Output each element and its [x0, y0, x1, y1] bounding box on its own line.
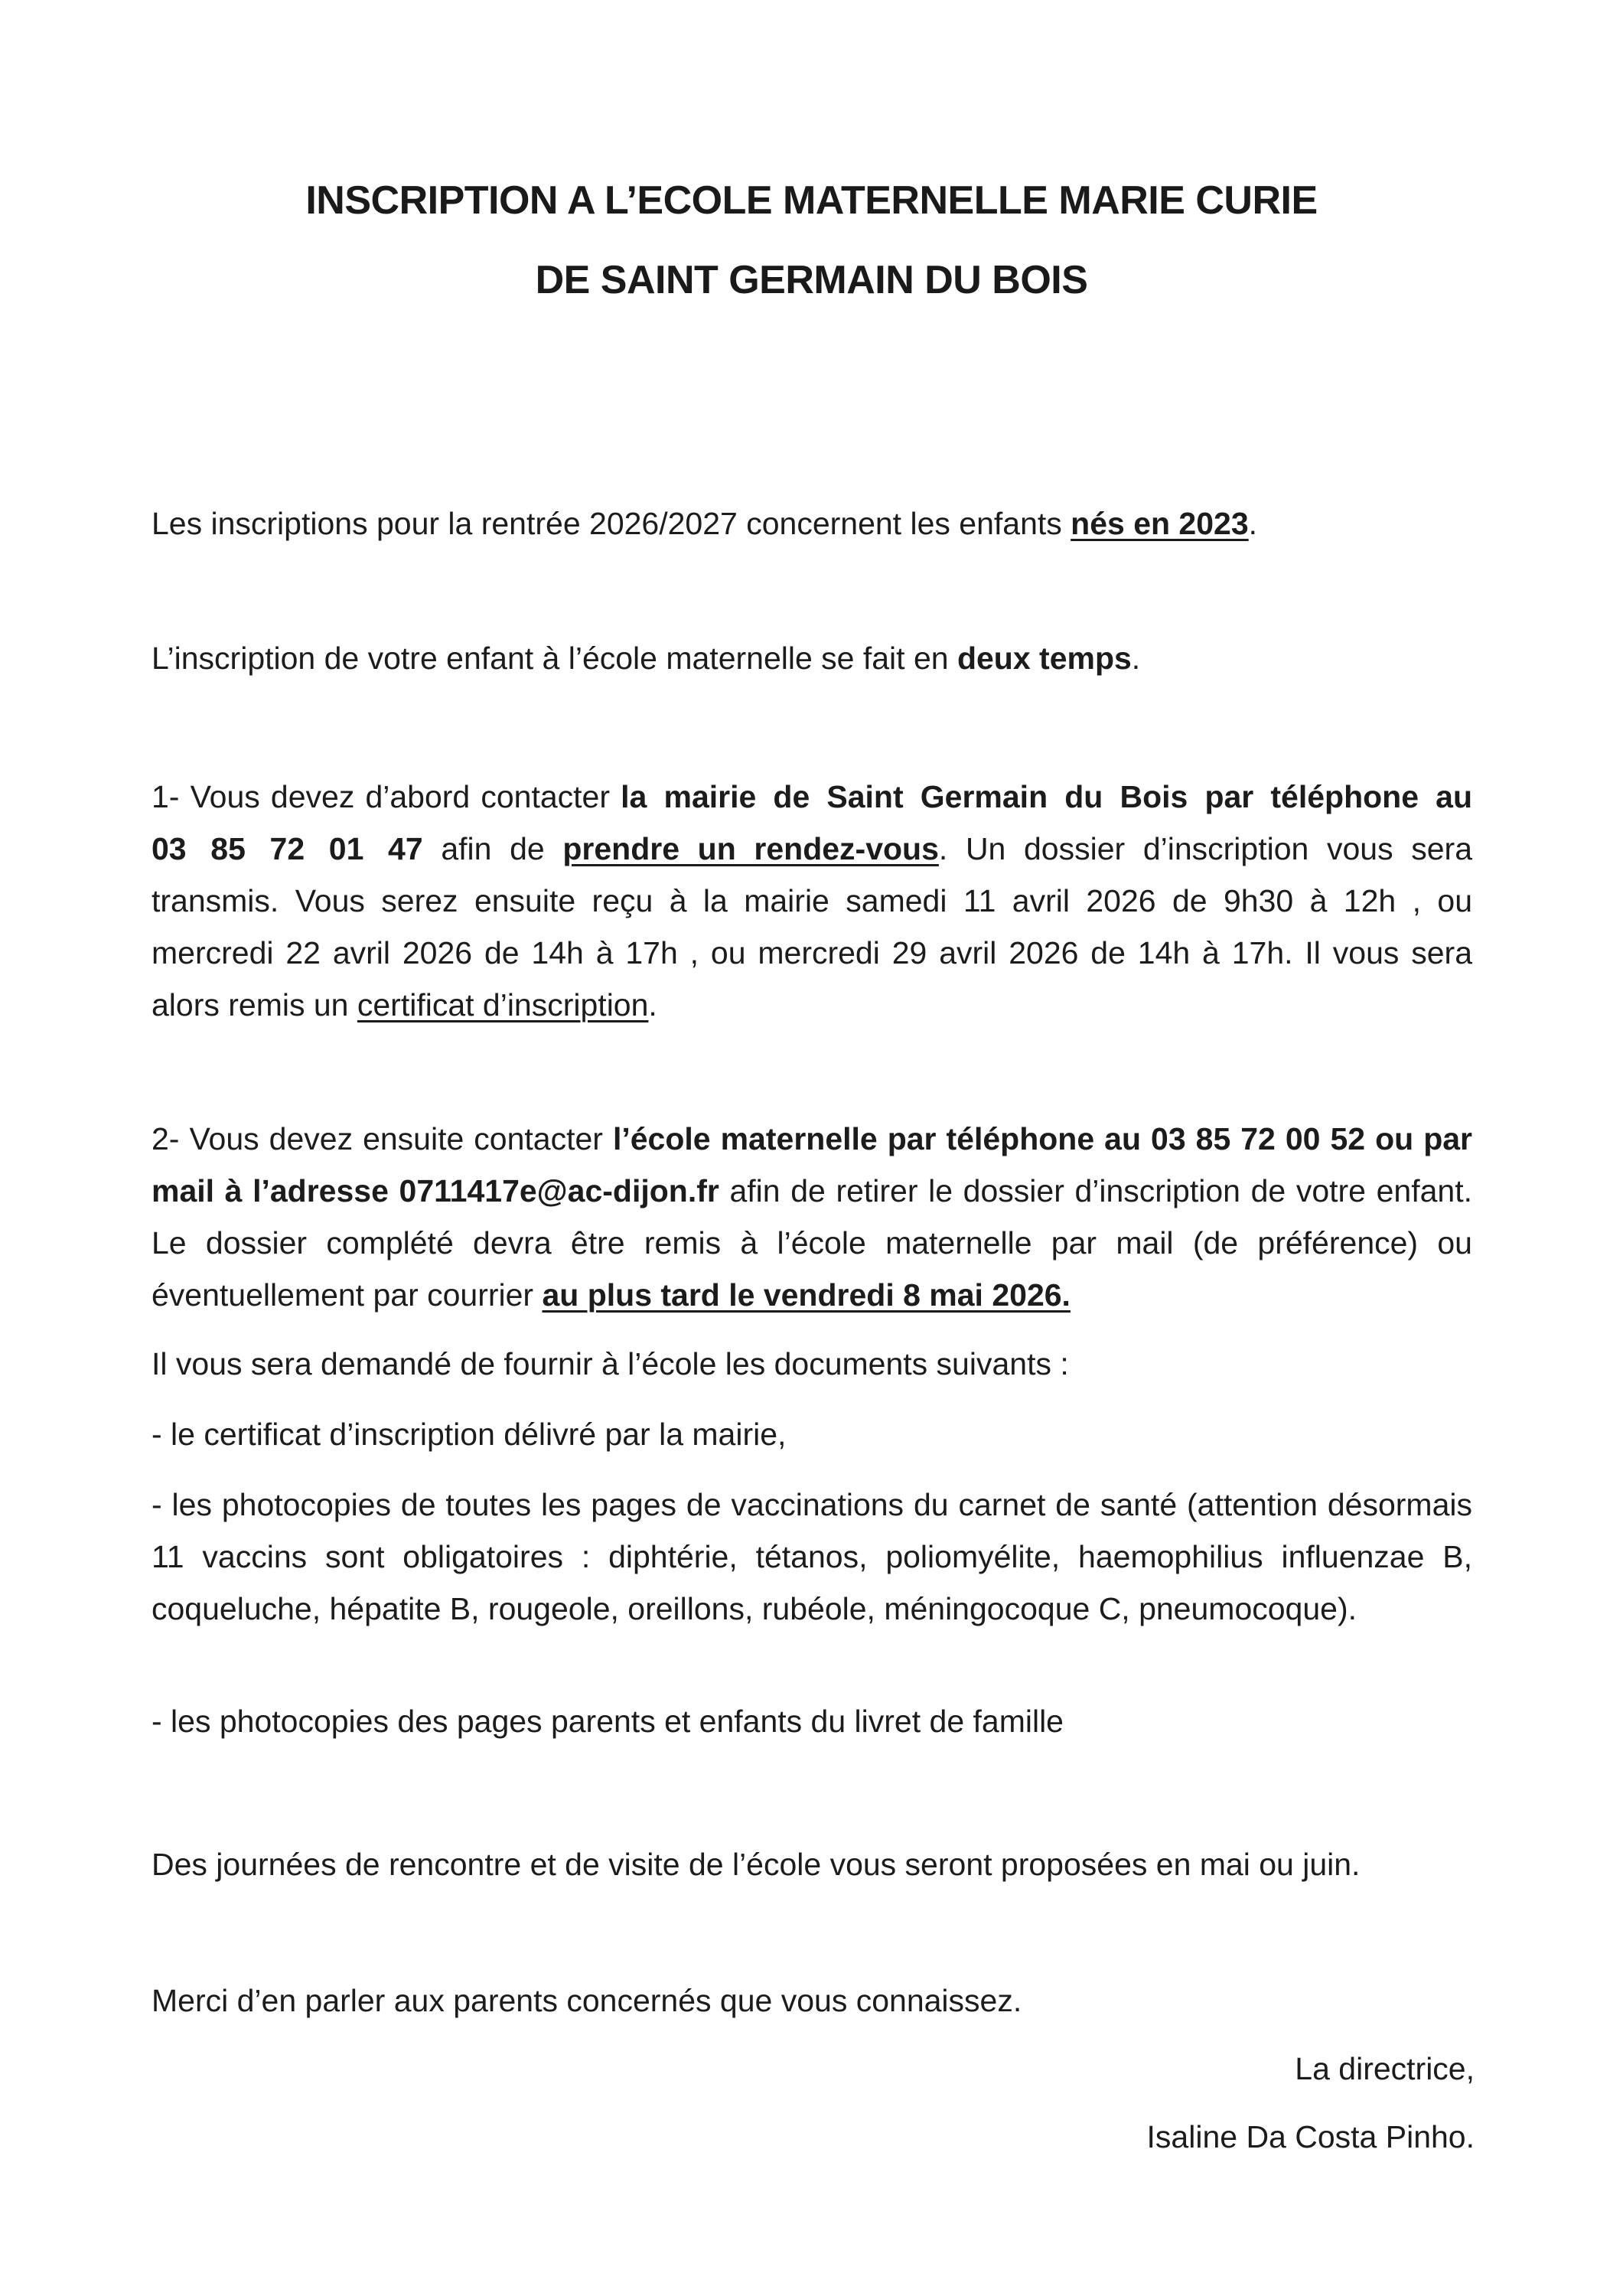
- step-1-certificate: certificat d’inscription: [357, 987, 649, 1022]
- step-2-intro: 2- Vous devez ensuite contacter: [152, 1121, 613, 1156]
- step-1-details: . Un dossier d’inscription vous sera transmis. Vous serez ensuite reçu à la mairie samedi 11 avril 2026 de 9h30 à 12h , ou mercredi 22 avril 2026 de 14h à 17h , ou mercredi 29 avril 2026 de 14h à 17h. Il vous sera alors remis un: [152, 831, 1472, 1022]
- two-steps-paragraph: [152, 632, 1472, 684]
- step-1-mairie-phone: la mairie de Saint Germain du Bois par téléphone au 03 85 72 01 47: [152, 779, 1472, 866]
- meetings-paragraph: Des journées de rencontre et de visite de l’école vous seront proposées en mai ou juin.: [152, 1847, 1361, 1882]
- document-item-vaccinations: - les photocopies de toutes les pages de vaccinations du carnet de santé (attention désormais 11 vaccins sont obligatoires : diphtérie, tétanos, poliomyélite, haemophilius influenzae B, coqueluche, hépatite B, rougeole, oreillons, rubéole, méningocoque C, pneumocoque).: [152, 1487, 1472, 1626]
- intro-end: .: [1248, 506, 1258, 541]
- step-1-appointment: prendre un rendez-vous: [562, 831, 939, 866]
- two-steps-text: L’inscription de votre enfant à l’école maternelle se fait en: [152, 641, 957, 676]
- step-2-paragraph: [152, 1113, 1472, 1321]
- document-item-family-book: - les photocopies des pages parents et enfants du livret de famille: [152, 1704, 1064, 1739]
- title-line-2: DE SAINT GERMAIN DU BOIS: [535, 258, 1088, 302]
- title-line-1: INSCRIPTION A L’ECOLE MATERNELLE MARIE CURIE: [305, 178, 1318, 223]
- two-steps-highlight: deux temps: [957, 641, 1132, 676]
- step-1-paragraph: [152, 771, 1472, 1031]
- step-2-deadline: au plus tard le vendredi 8 mai 2026.: [542, 1277, 1071, 1313]
- step-2-school-contact: l’école maternelle par téléphone au 03 85 72 00 52 ou par mail à l’adresse 0711417e@ac-dijon.fr: [152, 1121, 1472, 1208]
- signature-role: La directrice,: [1295, 2051, 1475, 2086]
- thanks-paragraph: Merci d’en parler aux parents concernés que vous connaissez.: [152, 1983, 1022, 2018]
- intro-text: Les inscriptions pour la rentrée 2026/2027 concernent les enfants: [152, 506, 1071, 541]
- intro-birth-year: nés en 2023: [1071, 506, 1249, 541]
- step-1-end: .: [648, 987, 657, 1022]
- step-2-text: afin de retirer le dossier d’inscription de votre enfant. Le dossier complété devra être remis à l’école maternelle par mail (de préférence) ou éventuellement par courrier: [152, 1173, 1472, 1313]
- step-1-intro: 1- Vous devez d’abord contacter: [152, 779, 621, 814]
- documents-intro: Il vous sera demandé de fournir à l’école les documents suivants :: [152, 1346, 1069, 1381]
- step-1-text: afin de: [422, 831, 563, 866]
- document-item-certificate: - le certificat d’inscription délivré par la mairie,: [152, 1417, 787, 1452]
- two-steps-end: .: [1131, 641, 1141, 676]
- signature-name: Isaline Da Costa Pinho.: [1146, 2119, 1475, 2154]
- intro-paragraph: [152, 497, 1472, 550]
